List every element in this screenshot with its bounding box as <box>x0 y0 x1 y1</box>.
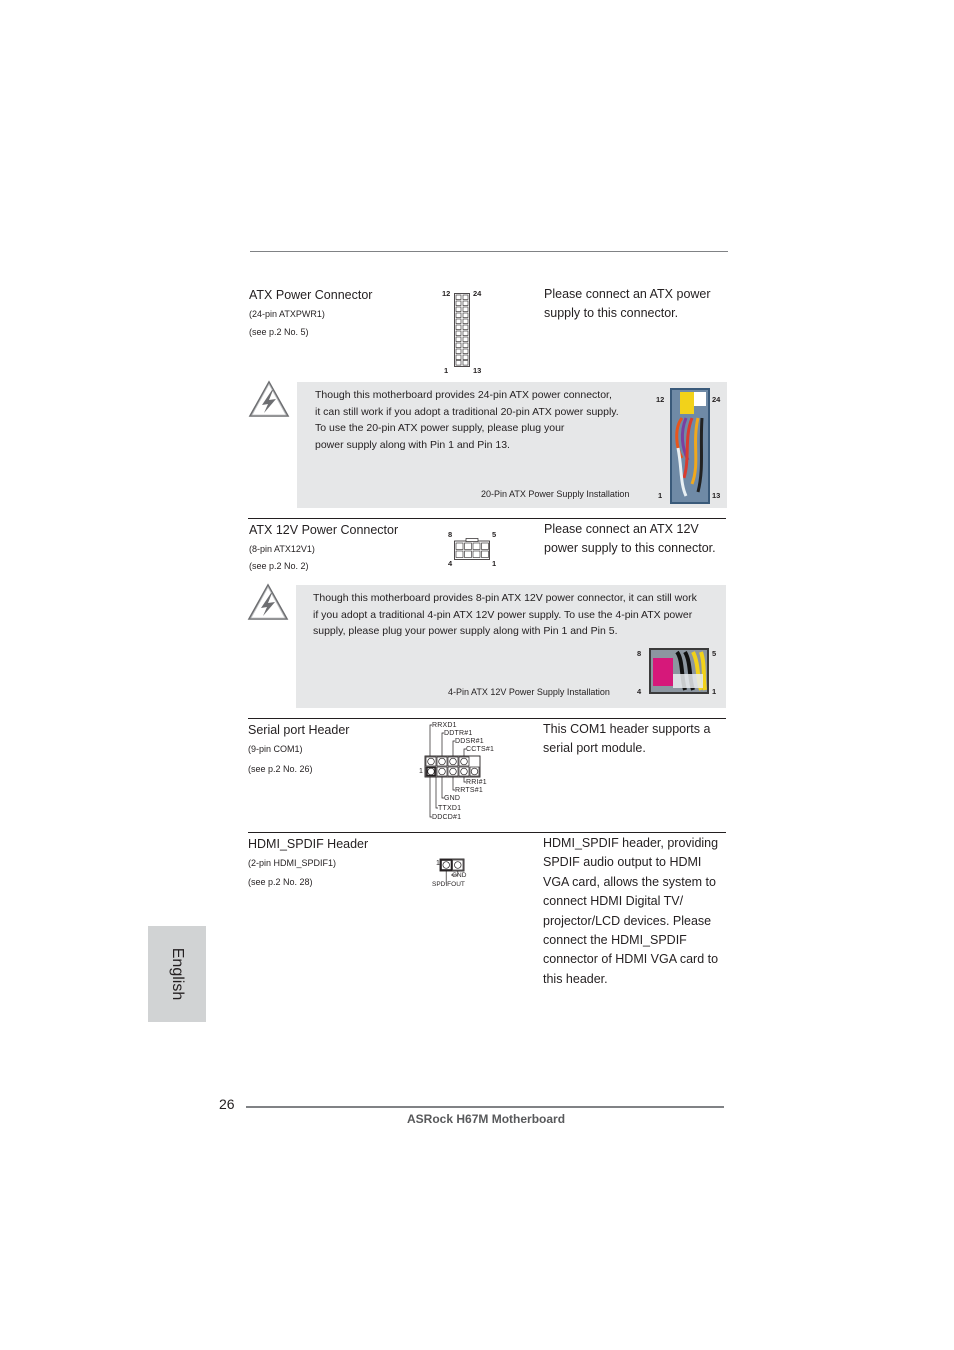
com1-pin-label: RRI#1 <box>466 779 487 786</box>
pin-one-label: 1 <box>419 768 423 775</box>
pin-label: 1 <box>492 559 497 568</box>
atx-power-subtitle: (24-pin ATXPWR1) <box>249 309 325 319</box>
atx-power-reference: (see p.2 No. 5) <box>249 327 309 337</box>
atx12v-subtitle: (8-pin ATX12V1) <box>249 544 315 554</box>
atx12v-8pin-diagram <box>444 528 500 570</box>
pin-label: 5 <box>712 649 717 658</box>
note-line: Though this motherboard provides 24-pin ATX power connector, <box>315 389 612 401</box>
com1-pin-label: RRTS#1 <box>455 787 483 794</box>
hdmi-spdif-subtitle: (2-pin HDMI_SPDIF1) <box>248 858 337 868</box>
pin-label: 12 <box>656 395 665 404</box>
atx-24pin-diagram <box>438 287 488 377</box>
atx12v-reference: (see p.2 No. 2) <box>249 561 309 571</box>
atx12v-note-text <box>313 590 725 640</box>
pin-label: 8 <box>448 530 453 539</box>
note-line: if you adopt a traditional 4-pin ATX 12V power supply. To use the 4-pin ATX power <box>313 608 693 621</box>
hdmi-spdif-reference: (see p.2 No. 28) <box>248 877 313 887</box>
pin-label: 24 <box>473 289 482 298</box>
pin-label: 1 <box>658 491 663 500</box>
com1-pin-label: CCTS#1 <box>466 746 495 753</box>
pin-label: 12 <box>442 289 451 298</box>
note-line: Though this motherboard provides 8-pin ATX 12V power connector, it can still work <box>313 592 697 604</box>
top-divider <box>250 251 728 252</box>
atx12v-title: ATX 12V Power Connector <box>249 523 399 537</box>
com1-pin-label: RRXD1 <box>432 722 457 729</box>
note-line: power supply along with Pin 1 and Pin 13. <box>315 438 510 451</box>
serial-subtitle: (9-pin COM1) <box>248 744 303 754</box>
pin-label: 13 <box>473 366 482 375</box>
gnd-pin-label: GND <box>452 872 467 879</box>
pin-label: 1 <box>712 687 717 696</box>
serial-title: Serial port Header <box>248 723 350 737</box>
note-line: it can still work if you adopt a traditional 20-pin ATX power supply. <box>315 405 619 418</box>
atx-note-box <box>297 382 727 508</box>
serial-reference: (see p.2 No. 26) <box>248 764 313 774</box>
com1-pin-label: DDTR#1 <box>444 730 473 737</box>
atx12v-note-box <box>296 585 726 708</box>
atx12v-description: Please connect an ATX 12V power supply to this connector. <box>544 522 716 556</box>
pin-label: 4 <box>637 687 642 696</box>
note-line: supply, please plug your power supply along with Pin 1 and Pin 5. <box>313 625 618 637</box>
connector-24pin-icon <box>454 293 470 367</box>
pin-label: 24 <box>712 395 721 404</box>
section-divider <box>248 832 726 833</box>
warning-icon <box>247 583 289 621</box>
language-label: English <box>169 947 186 1001</box>
com1-diagram <box>418 722 508 826</box>
atx-note-text <box>315 387 655 453</box>
com1-pin-label: TTXD1 <box>438 805 462 812</box>
serial-description: This COM1 header supports a serial port module. <box>543 722 711 756</box>
pin-label: 8 <box>637 649 642 658</box>
atx-power-description: Please connect an ATX power supply to this connector. <box>544 287 711 321</box>
pin-one-label: 1 <box>436 860 440 867</box>
atx-install-photo-icon <box>670 388 710 504</box>
spdifout-pin-label: SPDIFOUT <box>432 881 465 888</box>
warning-icon <box>248 380 290 418</box>
pin-label: 4 <box>448 559 453 568</box>
note-line: To use the 20-pin ATX power supply, please plug your <box>315 422 565 434</box>
com1-pin-label: DDCD#1 <box>432 814 462 821</box>
section-divider <box>248 718 726 719</box>
pin-label: 5 <box>492 530 497 539</box>
atx-note-caption: 20-Pin ATX Power Supply Installation <box>481 489 630 499</box>
com1-pin-label: GND <box>444 795 461 802</box>
pin-label: 1 <box>444 366 449 375</box>
hdmi-spdif-diagram <box>430 856 474 892</box>
language-tab <box>148 926 206 1022</box>
atx12v-note-caption: 4-Pin ATX 12V Power Supply Installation <box>448 687 610 697</box>
com1-pin-label: DDSR#1 <box>455 738 484 745</box>
footer-divider <box>246 1106 724 1108</box>
page-number: 26 <box>219 1096 235 1112</box>
hdmi-spdif-title: HDMI_SPDIF Header <box>248 837 369 851</box>
connector-8pin-icon <box>454 538 490 560</box>
footer-product-name: ASRock H67M Motherboard <box>407 1112 566 1126</box>
hdmi-spdif-description: HDMI_SPDIF header, providing SPDIF audio output to HDMI VGA card, allows the system to connect HDMI Digital TV/ projector/LCD devices. Please connect the HDMI_SPDIF connector of HDMI VGA card to this header. <box>543 836 719 986</box>
atx-power-title: ATX Power Connector <box>249 288 373 302</box>
pin-label: 13 <box>712 491 721 500</box>
atx12v-install-photo-icon <box>649 648 709 694</box>
section-divider <box>248 518 726 519</box>
